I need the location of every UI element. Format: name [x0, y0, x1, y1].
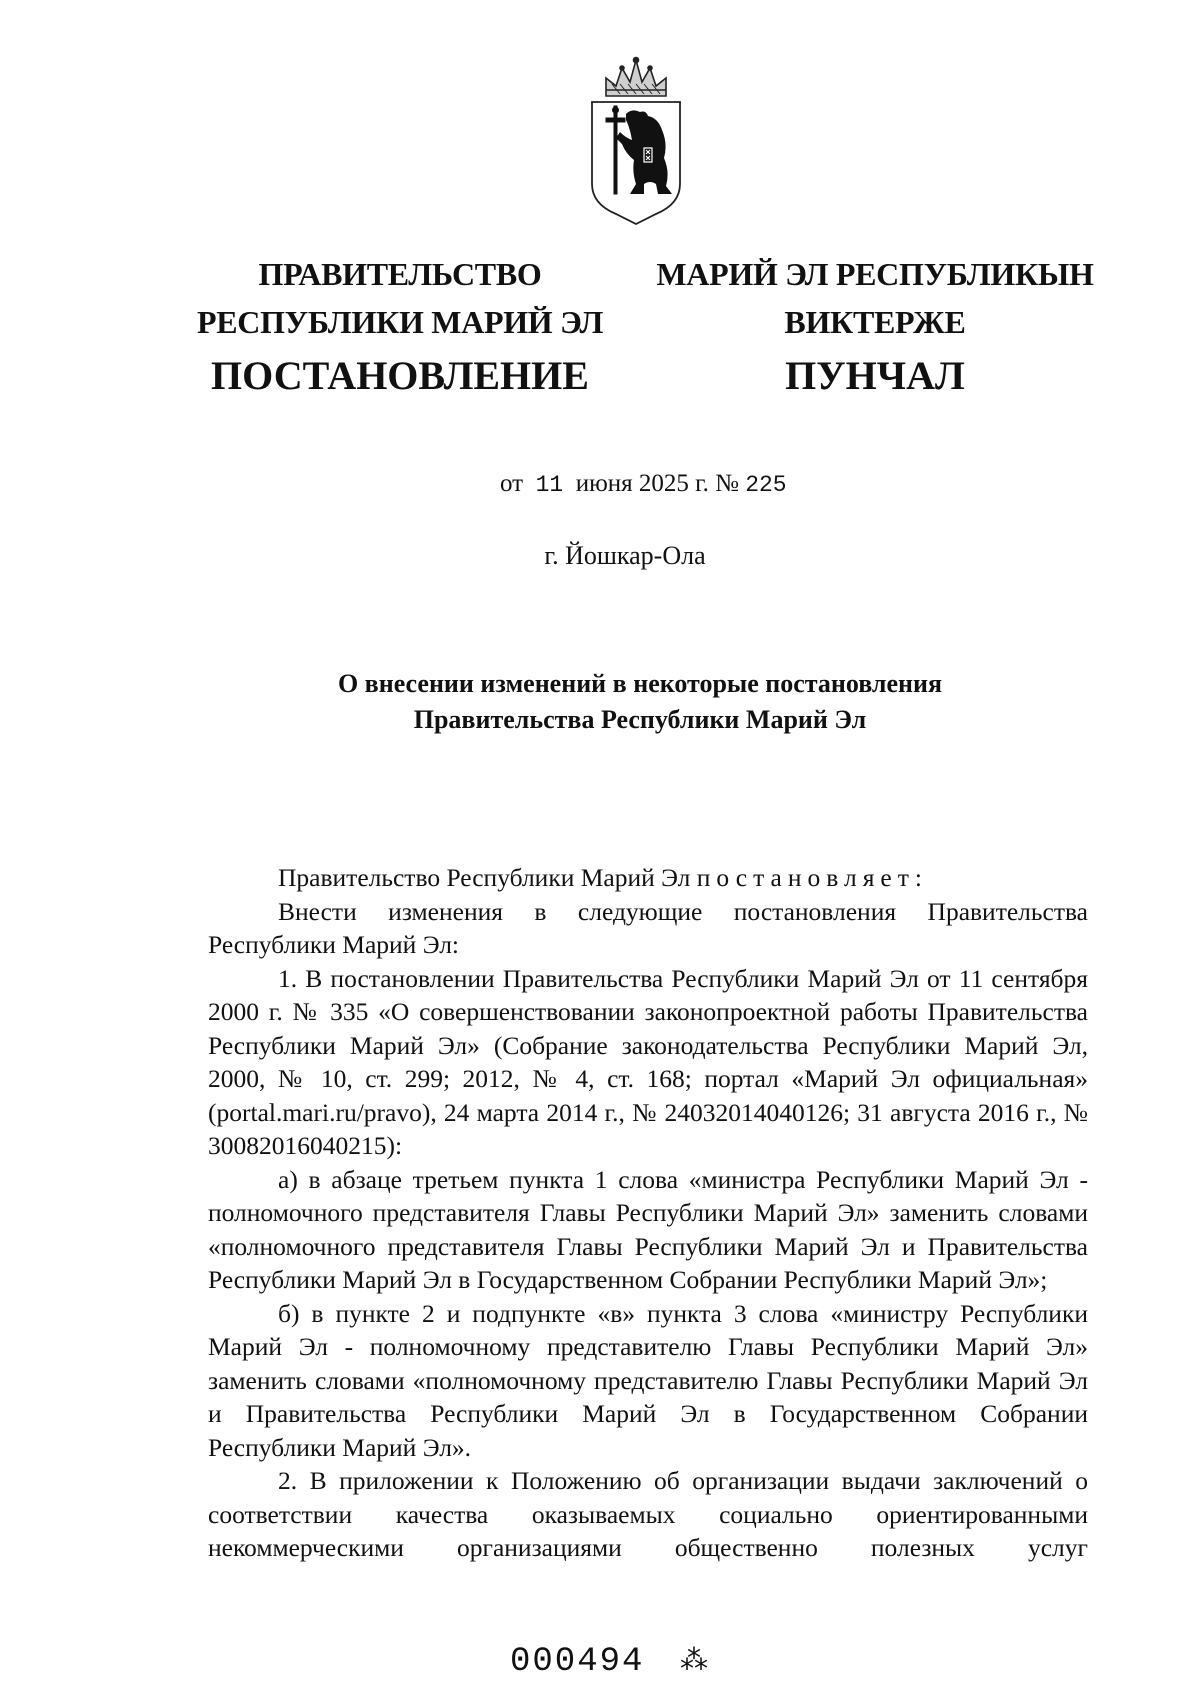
- date-prefix: от: [500, 470, 524, 497]
- header-left-line2: РЕСПУБЛИКИ МАРИЙ ЭЛ: [196, 304, 604, 340]
- header-left-line1: ПРАВИТЕЛЬСТВО: [258, 256, 542, 292]
- document-title-line2: Правительства Республики Марий Эл: [413, 705, 867, 734]
- paragraph-subitem-a: а) в абзаце третьем пункта 1 слова «министра Республики Марий Эл - полномочного представителя Главы Республики Марий Эл» заменить словами «полномочного представителя Главы Республики Марий Эл и Правительства Республики Марий Эл в Государственном Собрании Республики Марий Эл»;: [208, 1164, 1088, 1294]
- coat-of-arms-emblem: [586, 54, 686, 229]
- header-right-line2: ВИКТЕРЖЕ: [784, 304, 966, 340]
- header-right-doc-type: ПУНЧАЛ: [785, 353, 965, 398]
- paragraph-item-2: 2. В приложении к Положению об организации выдачи заключений о соответствии качества оказываемых социально ориентированными некоммерческими организациями общественно полезных услуг: [208, 1466, 1088, 1562]
- intro-paragraph: [208, 861, 1088, 895]
- document-title-line1: О внесении изменений в некоторые постановления: [337, 669, 943, 698]
- header-left-doc-type: ПОСТАНОВЛЕНИЕ: [211, 353, 589, 398]
- date-month-year: июня 2025 г. №: [575, 470, 739, 497]
- header-right-line1: МАРИЙ ЭЛ РЕСПУБЛИКЫН: [656, 256, 1094, 292]
- document-body: [208, 861, 1088, 1565]
- document-number: 225: [745, 472, 787, 498]
- paragraph-1: Внести изменения в следующие постановления Правительства Республики Марий Эл:: [208, 896, 1088, 959]
- header-right-block: [655, 250, 1095, 404]
- city-name: г. Йошкар-Ола: [544, 541, 706, 570]
- header-left-block: [185, 250, 615, 404]
- intro-prefix: Правительство Республики Марий Эл: [278, 863, 697, 892]
- paragraph-subitem-b: б) в пункте 2 и подпункте «в» пункта 3 слова «министру Республики Марий Эл - полномочному представителю Главы Республики Марий Эл» заменить словами «полномочному представителю Главы Республики Марий Эл и Правительства Республики Марий Эл в Государственном Собрании Республики Марий Эл».: [208, 1298, 1088, 1462]
- date-day: 11: [535, 472, 564, 498]
- document-title: [200, 666, 1080, 738]
- intro-spaced-word: постановляет: [696, 863, 915, 892]
- document-date-line: [500, 468, 787, 501]
- footer-mark-icon: ⁂: [680, 1643, 708, 1676]
- crown-icon: [606, 58, 666, 97]
- intro-suffix: :: [914, 863, 922, 892]
- paragraph-item-1: 1. В постановлении Правительства Республики Марий Эл от 11 сентября 2000 г. № 335 «О совершенствовании законопроектной работы Правительства Республики Марий Эл» (Собрание законодательства Республики Марий Эл, 2000, № 10, ст. 299; 2012, № 4, ст. 168; портал «Марий Эл официальная» (portal.mari.ru/pravo), 24 марта 2014 г., № 24032014040126; 31 августа 2016 г., № 30082016040215):: [208, 963, 1088, 1160]
- footer-serial-number: 000494: [510, 1643, 645, 1681]
